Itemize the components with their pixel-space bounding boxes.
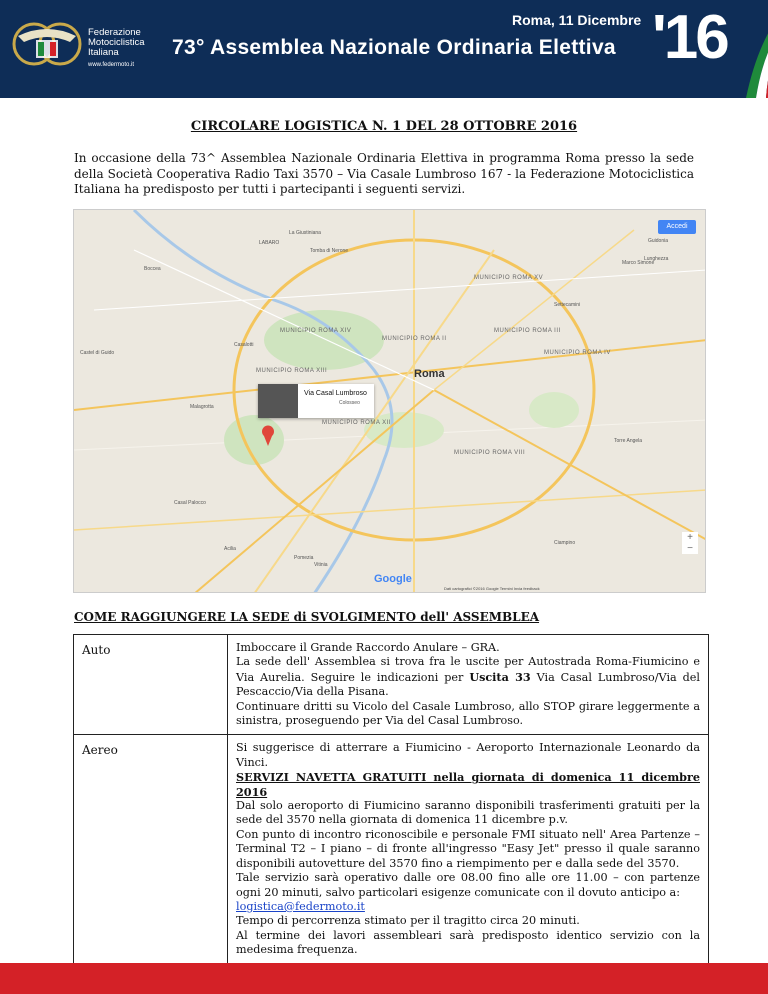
text-line: Imboccare il Grande Raccordo Anulare – GRA.: [236, 641, 500, 654]
row-label: Aereo: [74, 735, 228, 964]
fmi-logo-icon: [8, 18, 86, 70]
directions-table: [73, 634, 709, 965]
row-content: [228, 635, 709, 735]
map-municipio-label: MUNICIPIO ROMA XII: [322, 420, 392, 426]
map-label: Castel di Guido: [80, 350, 115, 356]
popup-label: Via Casal Lumbroso: [304, 390, 367, 397]
circular-title: CIRCOLARE LOGISTICA N. 1 DEL 28 OTTOBRE 2016: [190, 119, 578, 134]
map-label: Lunghezza: [644, 256, 669, 262]
google-map[interactable]: [73, 209, 706, 593]
map-label: Torre Angela: [614, 438, 643, 444]
map-municipio-label: MUNICIPIO ROMA IV: [544, 350, 611, 356]
text-line: Si suggerisce di atterrare a Fiumicino - Aeroporto Internazionale Leonardo da Vinci.: [236, 741, 700, 769]
map-label: Settecamini: [554, 302, 581, 308]
event-title: 73° Assemblea Nazionale Ordinaria Elettiva: [172, 36, 616, 59]
flag-stripes-icon: [716, 0, 768, 98]
map-municipio-label: MUNICIPIO ROMA XIII: [256, 368, 328, 374]
map-label: Marco Simone: [622, 260, 655, 266]
google-logo: Google: [374, 573, 412, 585]
text-line: La sede dell' Assemblea si trova fra le uscite per Autostrada Roma-Fiumicino e Via Aurelia. Seguire le indicazioni per Uscita 33 Via Casal Lumbroso/Via del Pescaccio/Via della Pisana.: [236, 655, 700, 699]
map-label: LABARO: [259, 240, 280, 246]
text-line: Al termine dei lavori assembleari sarà predisposto identico servizio con la medesima frequenza.: [236, 928, 700, 957]
event-date: Roma, 11 Dicembre: [512, 12, 642, 28]
text-line: Tale servizio sarà operativo dalle ore 08.00 fino alle ore 11.00 – con partenze ogni 20 minuti, salvo particolari esigenze comunicate con il dovuto anticipo a:: [236, 871, 700, 899]
map-roads: [74, 210, 706, 593]
website-text: www.federmoto.it: [88, 62, 135, 68]
text-line: Continuare dritti su Vicolo del Casale Lumbroso, allo STOP girare leggermente a sinistra, proseguendo per Via del Casal Lumbroso.: [236, 699, 700, 728]
map-label: Casal Palocco: [174, 500, 206, 506]
zoom-in-icon[interactable]: +: [687, 532, 693, 543]
map-label: Ciampino: [554, 540, 576, 546]
map-attribution[interactable]: Dati cartografici ©2016 Google Termini Invia feedback: [444, 586, 540, 591]
event-year: '16: [652, 3, 727, 72]
map-label: Boccea: [144, 266, 161, 272]
map-label: La Giustiniana: [289, 230, 321, 236]
email-link[interactable]: logistica@federmoto.it: [236, 899, 365, 913]
intro-paragraph: In occasione della 73^ Assemblea Nazionale Ordinaria Elettiva in programma Roma presso la sede della Società Cooperativa Radio Taxi 3570 – Via Casale Lumbroso 167 - la Federazione Motociclistica Italiana ha predisposto per tutti i partecipanti i seguenti servizi.: [74, 151, 694, 196]
text-line: Con punto di incontro riconoscibile e personale FMI situato nell' Area Partenze – Terminal T2 – I piano – di fronte all'ingresso "Easy Jet" presso il quale saranno disponibili autovetture del 3570 fino a riempimento per e dalla sede del 3570.: [236, 827, 700, 870]
text-line: Dal solo aeroporto di Fiumicino saranno disponibili trasferimenti gratuiti per la sede del 3570 nella giornata di domenica 11 dicembre p.v.: [236, 799, 700, 827]
map-label: Casalotti: [234, 342, 254, 348]
row-label: Auto: [74, 635, 228, 735]
row-content: [228, 735, 709, 964]
footer-bar: [0, 963, 768, 994]
text-line: Tempo di percorrenza stimato per il tragitto circa 20 minuti.: [236, 914, 580, 928]
zoom-controls[interactable]: [682, 532, 698, 554]
signin-button[interactable]: Accedi: [658, 220, 696, 234]
map-municipio-label: MUNICIPIO ROMA XIV: [280, 328, 352, 334]
shuttle-heading: SERVIZI NAVETTA GRATUITI nella giornata di domenica 11 dicembre 2016: [236, 770, 700, 799]
map-municipio-label: MUNICIPIO ROMA XV: [474, 275, 544, 281]
header-banner: [0, 0, 768, 98]
map-label: Malagrotta: [190, 404, 214, 410]
map-city-label: Roma: [414, 368, 445, 380]
map-label: Acilia: [224, 546, 236, 552]
map-label: Vitinia: [314, 562, 328, 568]
org-name: Federazione Motociclistica Italiana: [88, 27, 145, 58]
map-municipio-label: MUNICIPIO ROMA II: [382, 336, 447, 342]
table-row: [74, 635, 709, 735]
map-label: Colosseo: [339, 400, 360, 406]
map-municipio-label: MUNICIPIO ROMA VIII: [454, 450, 526, 456]
zoom-out-icon[interactable]: −: [687, 543, 693, 554]
street-view-thumbnail: [258, 384, 298, 418]
map-label: Pomezia: [294, 555, 314, 561]
map-label: Guidonia: [648, 238, 669, 244]
map-label: Tomba di Nerone: [310, 248, 349, 254]
table-row: [74, 735, 709, 964]
section-title: COME RAGGIUNGERE LA SEDE di SVOLGIMENTO dell' ASSEMBLEA: [74, 610, 540, 624]
map-municipio-label: MUNICIPIO ROMA III: [494, 328, 561, 334]
